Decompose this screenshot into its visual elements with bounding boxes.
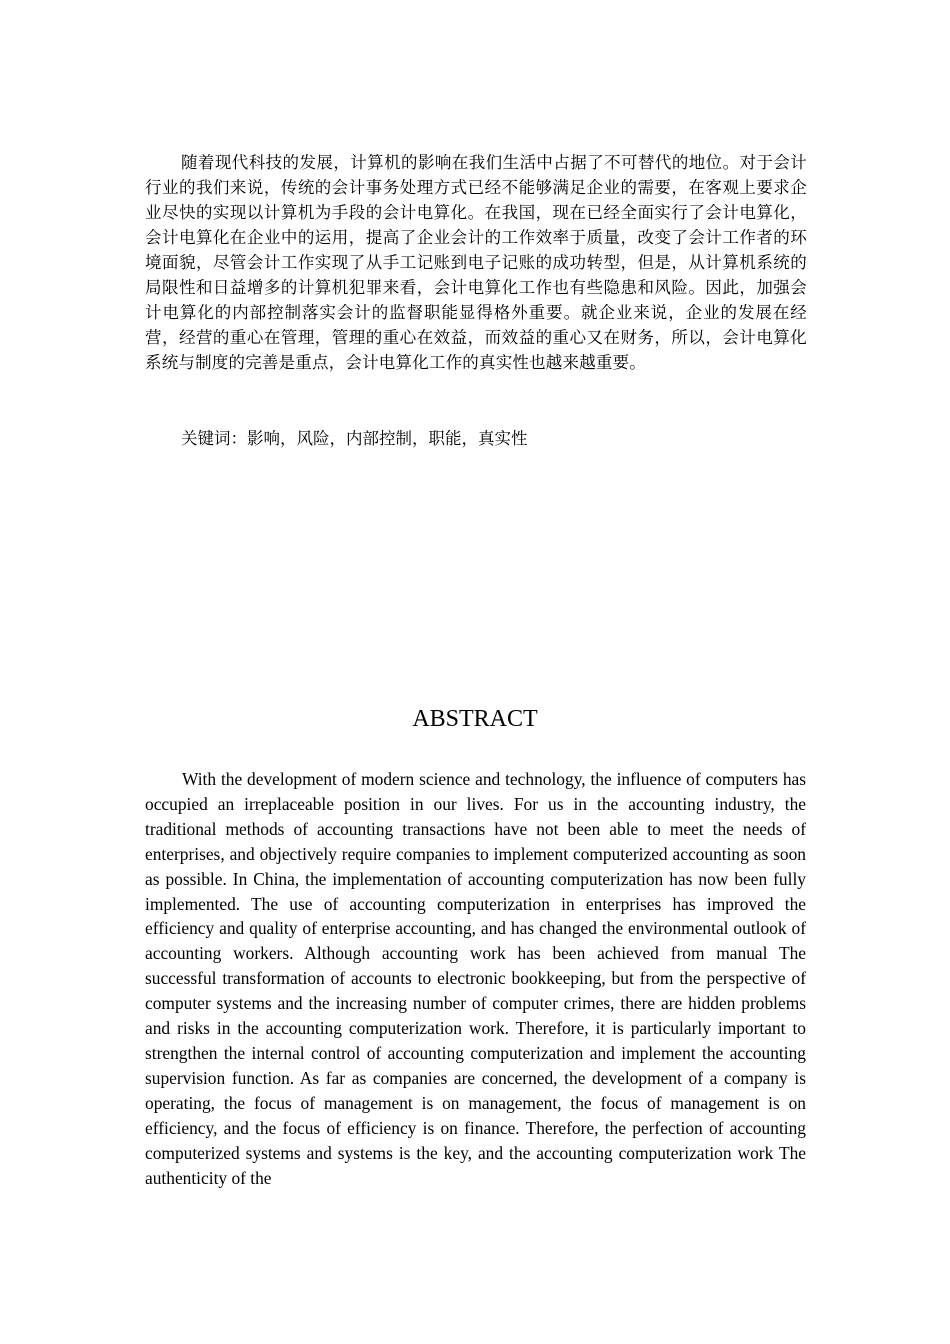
chinese-abstract-paragraph: 随着现代科技的发展，计算机的影响在我们生活中占据了不可替代的地位。对于会计行业的我们来说，传统的会计事务处理方式已经不能够满足企业的需要，在客观上要求企业尽快的实现以计算机为手段的会计电算化。在我国，现在已经全面实行了会计电算化，会计电算化在企业中的运用，提高了企业会计的工作效率于质量，改变了会计工作者的环境面貌，尽管会计工作实现了从手工记账到电子记账的成功转型，但是，从计算机系统的局限性和日益增多的计算机犯罪来看，会计电算化工作也有些隐患和风险。因此，加强会计电算化的内部控制落实会计的监督职能显得格外重要。就企业来说，企业的发展在经营，经营的重心在管理，管理的重心在效益，而效益的重心又在财务，所以，会计电算化系统与制度的完善是重点，会计电算化工作的真实性也越来越重要。 <box>145 153 807 372</box>
english-abstract-paragraph: With the development of modern science and technology, the influence of computers has occupied an irreplaceable position in our lives. For us in the accounting industry, the traditional methods of accounting transactions have not been able to meet the needs of enterprises, and objectively require companies to implement computerized accounting as soon as possible. In China, the implementation of accounting computerization has now been fully implemented. The use of accounting computerization in enterprises has improved the efficiency and quality of enterprise accounting, and has changed the environmental outlook of accounting workers. Although accounting work has been achieved from manual The successful transformation of accounts to electronic bookkeeping, but from the perspective of computer systems and the increasing number of computer crimes, there are hidden problems and risks in the accounting computerization work. Therefore, it is particularly important to strengthen the internal control of accounting computerization and implement the accounting supervision function. As far as companies are concerned, the development of a company is operating, the focus of management is on management, the focus of management is on efficiency, and the focus of efficiency is on finance. Therefore, the perfection of accounting computerized systems and systems is the key, and the accounting computerization work The authenticity of the <box>145 769 806 1188</box>
chinese-keywords: 关键词：影响，风险，内部控制，职能，真实性 <box>181 429 528 448</box>
abstract-heading: ABSTRACT <box>412 706 538 732</box>
